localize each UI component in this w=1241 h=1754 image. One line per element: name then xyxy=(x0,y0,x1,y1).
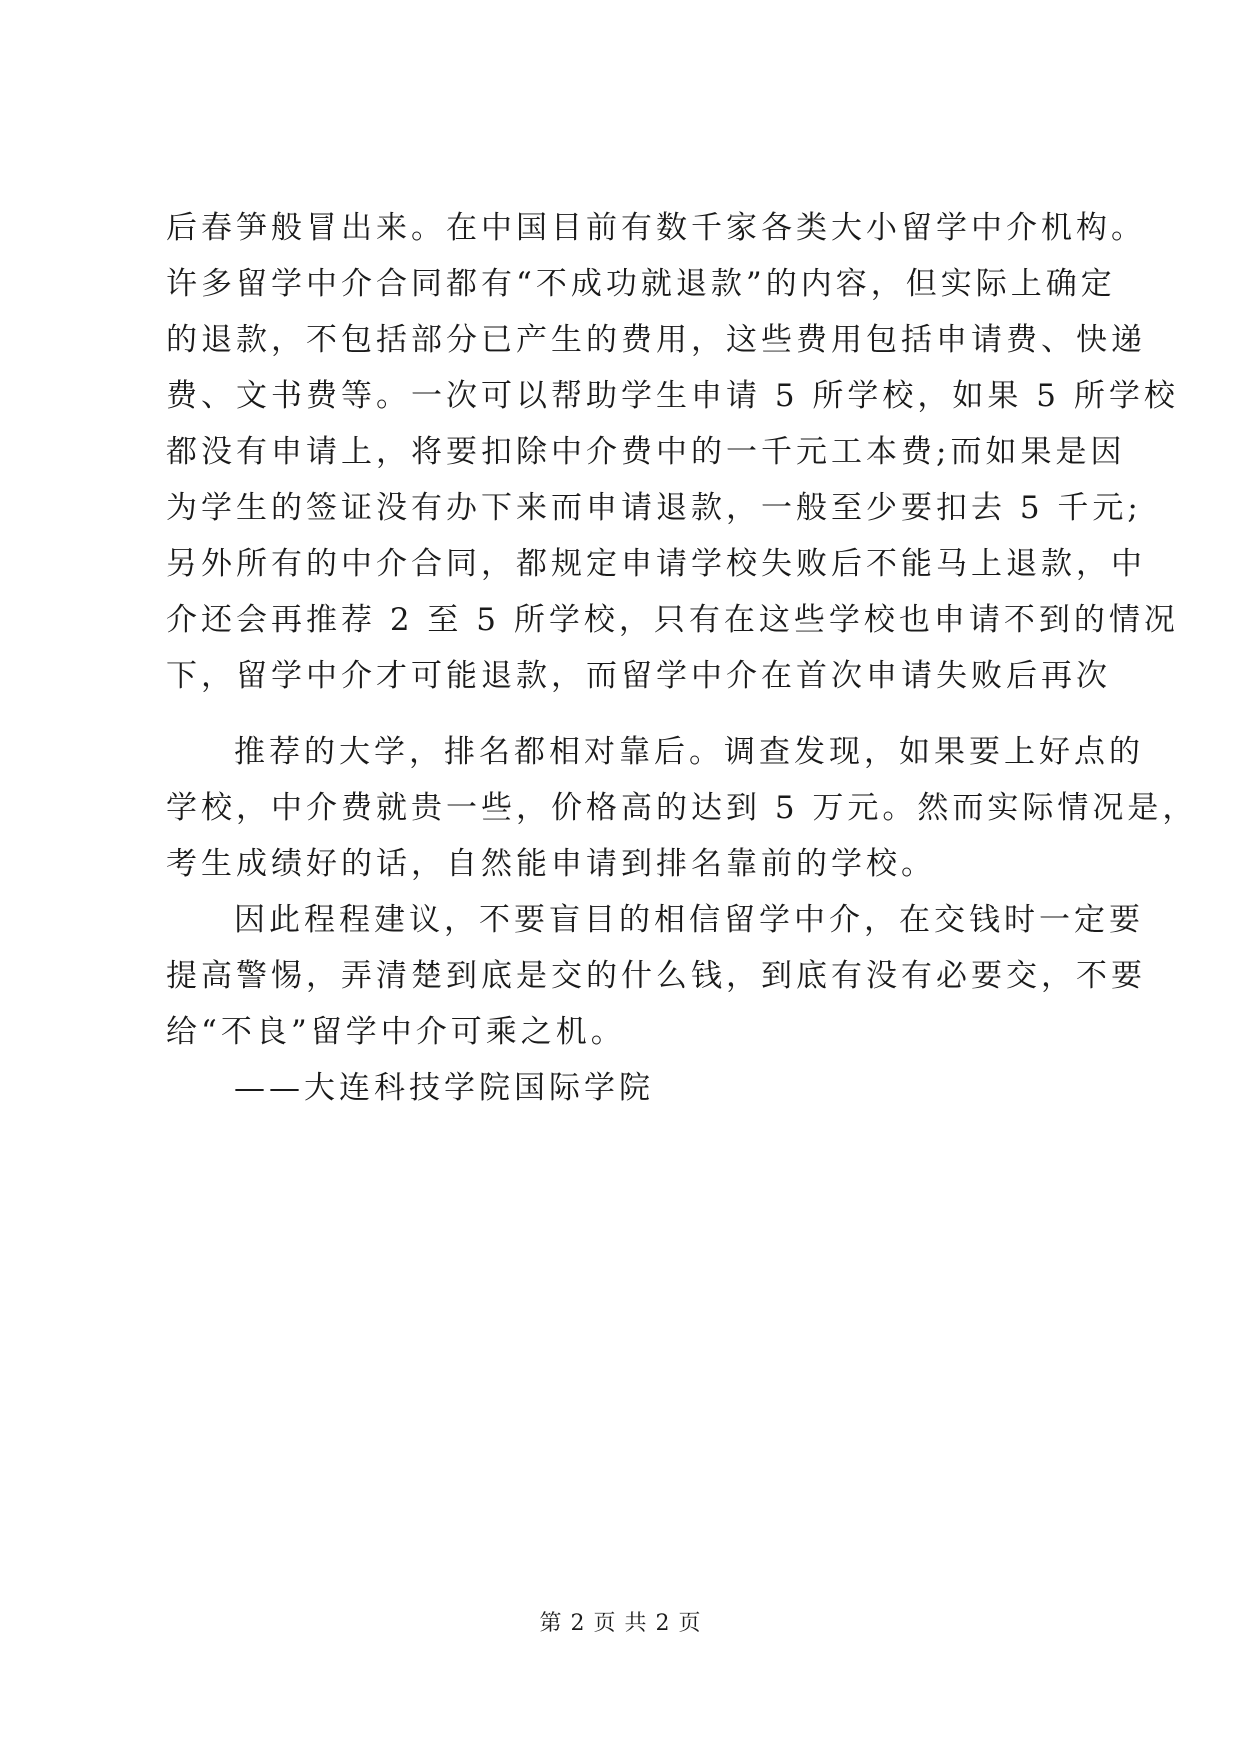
text-line: 推荐的大学，排名都相对靠后。调查发现，如果要上好点的 xyxy=(234,734,1144,770)
signature-line: ——大连科技学院国际学院 xyxy=(234,1070,654,1106)
text-line: 考生成绩好的话，自然能申请到排名靠前的学校。 xyxy=(166,846,936,882)
page-footer: 第 2 页 共 2 页 xyxy=(539,1611,702,1636)
body-text xyxy=(166,200,1198,1116)
text-line: 学校，中介费就贵一些，价格高的达到 5 万元。然而实际情况是， xyxy=(166,790,1198,826)
text-line: 下，留学中介才可能退款，而留学中介在首次申请失败后再次 xyxy=(166,658,1111,694)
text-line: 因此程程建议，不要盲目的相信留学中介，在交钱时一定要 xyxy=(234,902,1144,938)
text-line: 都没有申请上，将要扣除中介费中的一千元工本费;而如果是因 xyxy=(166,434,1126,470)
paragraph-gap xyxy=(166,704,1086,724)
text-line: 费、文书费等。一次可以帮助学生申请 5 所学校，如果 5 所学校 xyxy=(166,378,1179,414)
text-line: 许多留学中介合同都有“不成功就退款”的内容，但实际上确定 xyxy=(166,266,1116,302)
text-line: 后春笋般冒出来。在中国目前有数千家各类大小留学中介机构。 xyxy=(166,210,1146,246)
text-line: 的退款，不包括部分已产生的费用，这些费用包括申请费、快递 xyxy=(166,322,1146,358)
text-line: 另外所有的中介合同，都规定申请学校失败后不能马上退款，中 xyxy=(166,546,1146,582)
text-line: 给“不良”留学中介可乘之机。 xyxy=(166,1014,626,1050)
text-line: 为学生的签证没有办下来而申请退款，一般至少要扣去 5 千元; xyxy=(166,490,1142,526)
text-line: 介还会再推荐 2 至 5 所学校，只有在这些学校也申请不到的情况 xyxy=(166,602,1179,638)
text-line: 提高警惕，弄清楚到底是交的什么钱，到底有没有必要交，不要 xyxy=(166,958,1146,994)
